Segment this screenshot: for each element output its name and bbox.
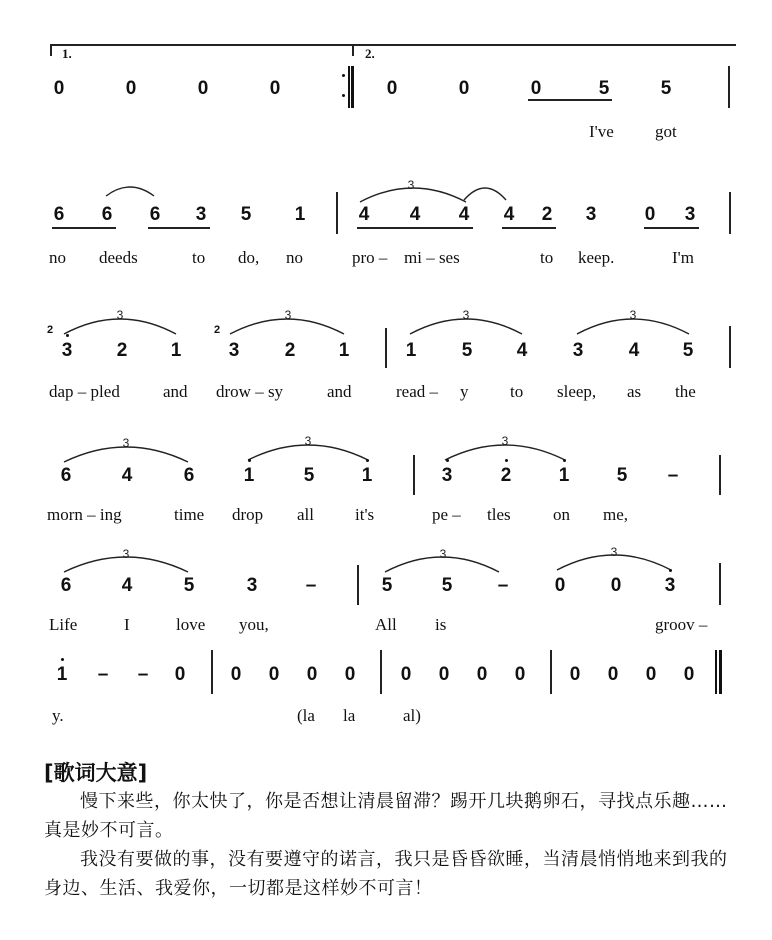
note: 6 — [101, 204, 113, 225]
lyric: pe – — [432, 505, 461, 524]
note: 1 — [52, 665, 72, 685]
note: 5 — [682, 340, 694, 361]
note: 0 — [476, 664, 488, 685]
eighth-underline — [357, 227, 473, 229]
barline — [719, 455, 721, 495]
note: 0 — [269, 78, 281, 99]
barline — [728, 66, 730, 108]
eighth-underline — [644, 227, 699, 229]
lyric: y — [460, 382, 469, 401]
lyric: la — [343, 706, 356, 725]
note: 4 — [503, 204, 515, 225]
note: 4 — [516, 340, 528, 361]
note: 0 — [644, 204, 656, 225]
triplet-mark: 3 — [122, 547, 130, 561]
note: 0 — [197, 78, 209, 99]
note: 5 — [461, 340, 473, 361]
lyric: I — [124, 615, 130, 634]
lyric: groov – — [655, 615, 708, 634]
note: 0 — [125, 78, 137, 99]
note: 3 — [195, 204, 207, 225]
note: 0 — [607, 664, 619, 685]
note: 0 — [610, 575, 622, 596]
lyric: time — [174, 505, 205, 524]
note: 5 — [303, 465, 315, 486]
note: – — [97, 664, 109, 685]
note: 0 — [645, 664, 657, 685]
note: 0 — [683, 664, 695, 685]
note: – — [497, 575, 509, 596]
note: 3 — [572, 340, 584, 361]
lyric: to — [540, 248, 554, 267]
note: 1 — [405, 340, 417, 361]
note: 5 — [616, 465, 628, 486]
lyric: on — [553, 505, 570, 524]
lyric: and — [163, 382, 188, 401]
note: 0 — [268, 664, 280, 685]
note: 0 — [458, 78, 470, 99]
translation-paragraph: 我没有要做的事，没有要遵守的诺言，我只是昏昏欲睡，当清晨悄悄地来到我的身边、生活、我爱你，一切都是这样妙不可言！ — [44, 849, 728, 899]
note: 0 — [53, 78, 65, 99]
lyric: me, — [603, 505, 629, 524]
barline — [211, 650, 213, 694]
lyric: I've — [589, 122, 614, 141]
note: 3 — [246, 575, 258, 596]
eighth-underline — [52, 227, 116, 229]
note: 1 — [554, 466, 574, 486]
note: 5 — [183, 575, 195, 596]
note: 4 — [409, 204, 421, 225]
lyric: as — [627, 382, 642, 401]
note: 6 — [60, 575, 72, 596]
note: 3 — [585, 204, 597, 225]
triplet-mark: 3 — [304, 434, 312, 448]
note: 0 — [569, 664, 581, 685]
note: 4 — [121, 575, 133, 596]
note: 5 — [381, 575, 393, 596]
note: 5 — [598, 78, 610, 99]
note: 5 — [441, 575, 453, 596]
note: 4 — [358, 204, 370, 225]
volta-bracket-line — [50, 44, 736, 46]
note: 0 — [400, 664, 412, 685]
note: 2 — [116, 340, 128, 361]
triplet-mark: 3 — [439, 547, 447, 561]
note: 6 — [53, 204, 65, 225]
lyric: mi – ses — [404, 248, 460, 267]
lyric: drow – sy — [216, 382, 284, 401]
eighth-underline — [502, 227, 556, 229]
note: 3 — [437, 466, 457, 486]
note: 3 — [684, 204, 696, 225]
triplet-mark: 3 — [407, 178, 415, 192]
note: 1 — [338, 340, 350, 361]
lyric: to — [510, 382, 524, 401]
barline — [550, 650, 552, 694]
tie-slur — [104, 182, 156, 198]
volta-1-hook — [50, 44, 52, 56]
note: 6 — [60, 465, 72, 486]
translation-title: [歌词大意] — [44, 761, 148, 785]
lyric: pro – — [352, 248, 388, 267]
lyric: Life — [49, 615, 78, 634]
barline — [729, 326, 731, 368]
note: 3 — [660, 576, 680, 596]
lyric: morn – ing — [47, 505, 122, 524]
note: 6 — [149, 204, 161, 225]
lyric: is — [435, 615, 447, 634]
barline — [729, 192, 731, 234]
lyric: you, — [239, 615, 269, 634]
triplet-mark: 3 — [501, 434, 509, 448]
lyric: to — [192, 248, 206, 267]
note: 0 — [438, 664, 450, 685]
lyric: the — [675, 382, 696, 401]
barline — [357, 565, 359, 605]
note: 1 — [294, 204, 306, 225]
triplet-mark: 3 — [629, 308, 637, 322]
barline — [719, 563, 721, 605]
note: 3 — [228, 340, 240, 361]
note: 0 — [530, 78, 542, 99]
lyric: no — [49, 248, 66, 267]
note: – — [137, 664, 149, 685]
note: 0 — [344, 664, 356, 685]
lyric: keep. — [578, 248, 615, 267]
note: 4 — [121, 465, 133, 486]
barline — [385, 328, 387, 368]
lyric: (la — [297, 706, 315, 725]
note: 1 — [170, 340, 182, 361]
triplet-mark: 3 — [462, 308, 470, 322]
triplet-mark: 3 — [122, 436, 130, 450]
translation-paragraph: 慢下来些，你太快了，你是否想让清晨留滞？踢开几块鹅卵石，寻找点乐趣……真是妙不可言。 — [44, 791, 728, 841]
volta-1-label: 1. — [62, 46, 72, 61]
barline — [336, 192, 338, 234]
lyric: read – — [396, 382, 439, 401]
lyric: sleep, — [557, 382, 597, 401]
barline — [380, 650, 382, 694]
lyric: it's — [355, 505, 375, 524]
grace-note: 2 — [47, 324, 54, 336]
note: – — [305, 575, 317, 596]
tie-slur — [462, 182, 508, 202]
lyric: drop — [232, 505, 264, 524]
note: 0 — [174, 664, 186, 685]
eighth-underline — [528, 99, 612, 101]
lyric: no — [286, 248, 303, 267]
lyric: deeds — [99, 248, 138, 267]
note: 2 — [284, 340, 296, 361]
lyric: All — [375, 615, 397, 634]
lyric: dap – pled — [49, 382, 120, 401]
grace-note: 2 — [214, 324, 221, 336]
note: 0 — [306, 664, 318, 685]
lyric: all — [297, 505, 314, 524]
lyric: al) — [403, 706, 421, 725]
barline — [413, 455, 415, 495]
lyric: I'm — [672, 248, 694, 267]
note: 1 — [357, 466, 377, 486]
note: 5 — [660, 78, 672, 99]
eighth-underline — [148, 227, 210, 229]
note: 4 — [458, 204, 470, 225]
triplet-mark: 3 — [284, 308, 292, 322]
lyric: got — [655, 122, 677, 141]
note: 0 — [514, 664, 526, 685]
note: 5 — [240, 204, 252, 225]
note: 0 — [554, 575, 566, 596]
note: 4 — [628, 340, 640, 361]
note: 2 — [496, 466, 516, 486]
note: 0 — [386, 78, 398, 99]
lyric: tles — [487, 505, 511, 524]
volta-2-hook — [352, 44, 354, 56]
note: 2 — [541, 204, 553, 225]
lyric: do, — [238, 248, 260, 267]
note: – — [667, 465, 679, 486]
note: 0 — [230, 664, 242, 685]
repeat-end-sign — [342, 66, 356, 108]
lyric: and — [327, 382, 352, 401]
triplet-mark: 3 — [610, 545, 618, 559]
lyric: love — [176, 615, 206, 634]
final-barline — [715, 650, 723, 694]
lyric: y. — [52, 706, 64, 725]
note: 1 — [239, 466, 259, 486]
note: 6 — [183, 465, 195, 486]
triplet-mark: 3 — [116, 308, 124, 322]
volta-2-label: 2. — [365, 46, 375, 61]
note: 3 — [57, 341, 77, 361]
